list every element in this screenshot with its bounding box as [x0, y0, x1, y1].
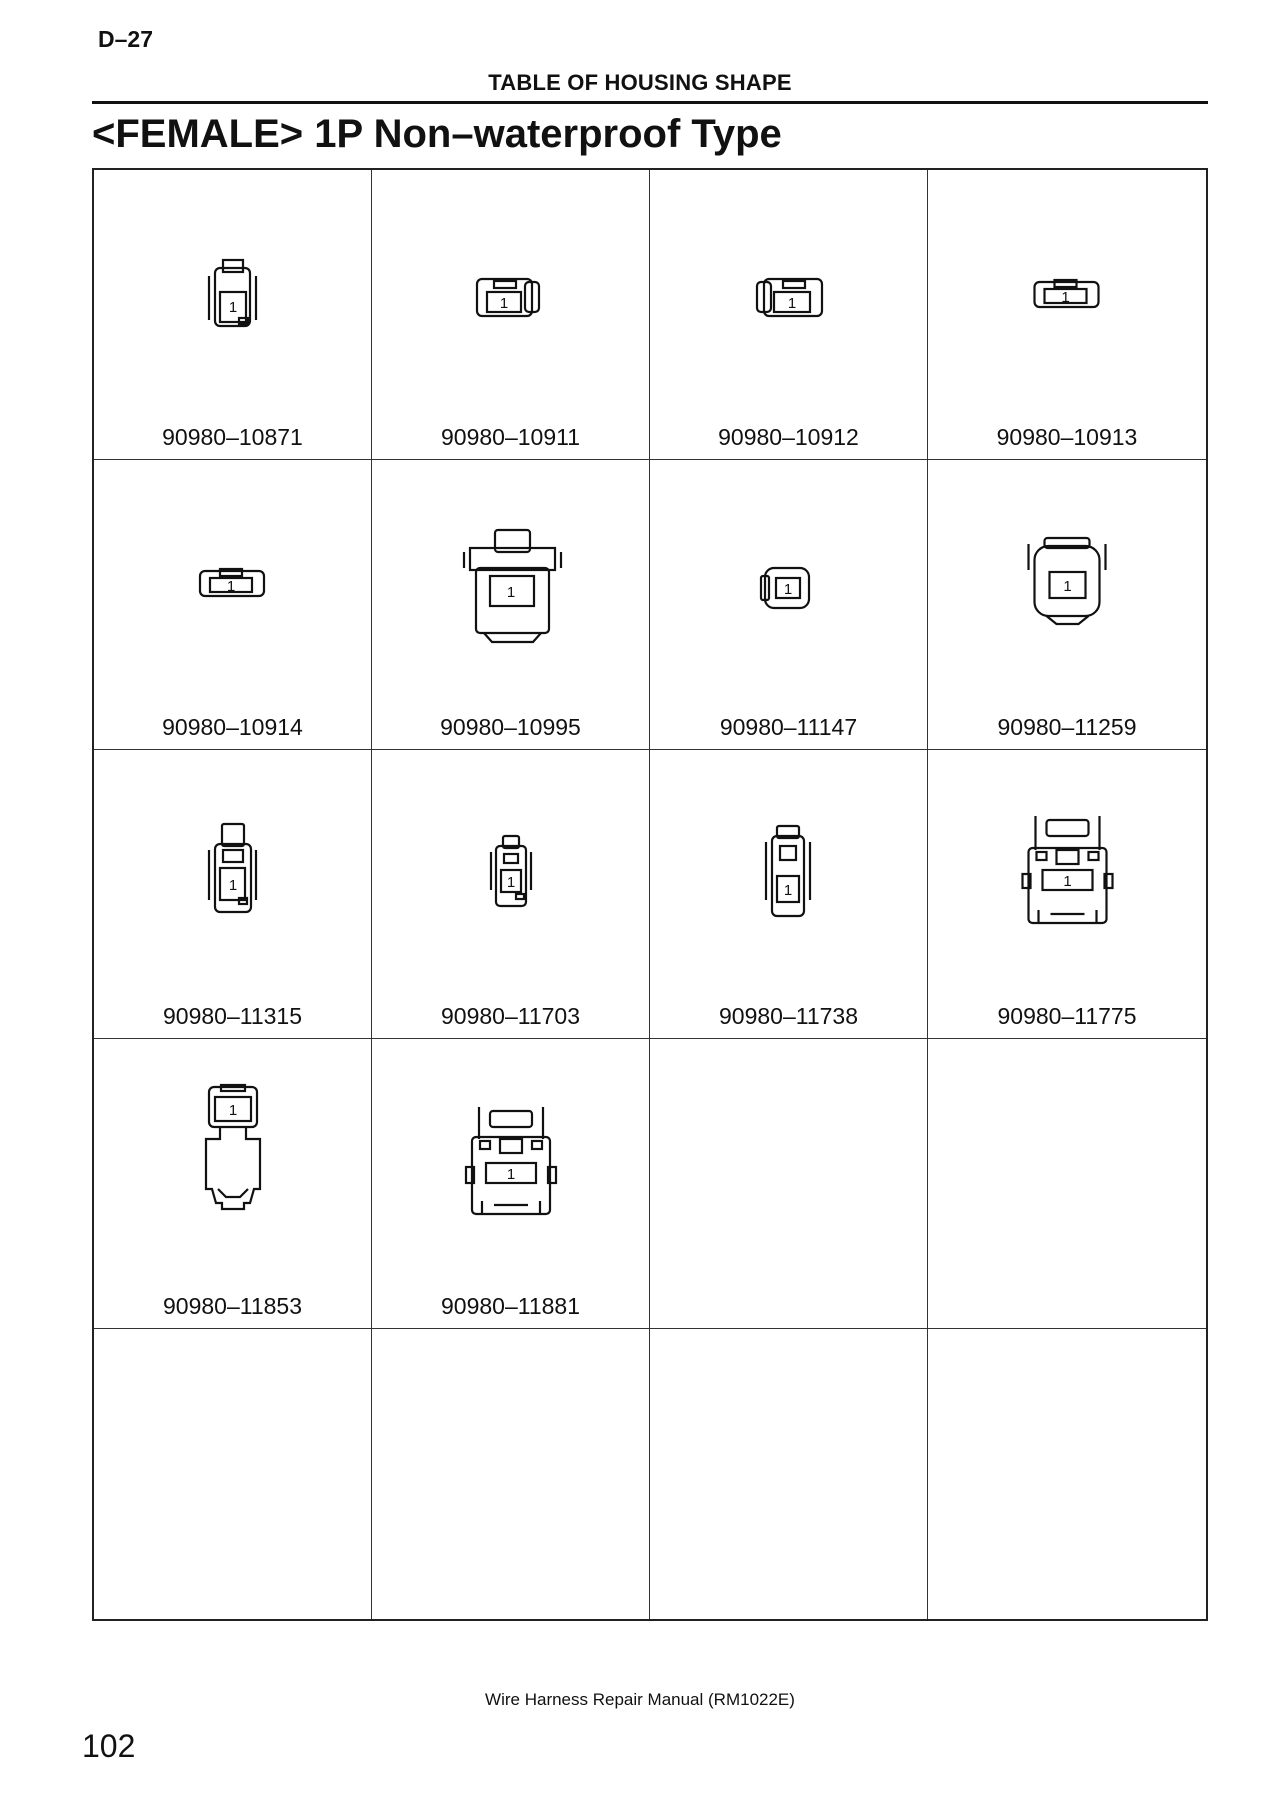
terminal-number: 1 [226, 577, 236, 595]
page-number: 102 [82, 1728, 136, 1764]
empty-cell [928, 1329, 1206, 1619]
terminal-number: 1 [228, 299, 238, 316]
narrow-clip-housing-icon [372, 750, 649, 990]
part-number: 90980–11147 [719, 713, 858, 740]
connector-cell [928, 750, 1206, 1040]
section-title: TABLE OF HOUSING SHAPE [488, 70, 792, 95]
part-number: 90980–10912 [718, 423, 859, 450]
terminal-number: 1 [506, 1166, 516, 1184]
flat-slim-housing-icon [94, 460, 371, 700]
large-latch-housing-icon [928, 750, 1206, 990]
part-number: 90980–10913 [996, 423, 1138, 450]
header-rule [92, 101, 1208, 104]
empty-cell [650, 1329, 928, 1619]
terminal-number: 1 [1061, 289, 1070, 306]
terminal-number: 1 [228, 1102, 238, 1120]
connector-cell [650, 750, 928, 1040]
connector-cell [94, 1039, 372, 1329]
terminal-number: 1 [506, 583, 516, 601]
terminal-number: 1 [499, 295, 509, 312]
connector-cell [650, 460, 928, 750]
connector-cell [928, 460, 1206, 750]
part-number: 90980–11703 [441, 1003, 580, 1030]
part-number: 90980–10995 [440, 713, 581, 740]
footer-manual-title: Wire Harness Repair Manual (RM1022E) [485, 1690, 795, 1709]
connector-cell [928, 170, 1206, 460]
part-number: 90980–11853 [163, 1293, 302, 1320]
flat-slim-housing-icon [928, 170, 1206, 410]
part-number: 90980–11775 [997, 1003, 1137, 1030]
large-latch-housing-icon [372, 1039, 649, 1279]
page-heading: <FEMALE> 1P Non–waterproof Type [92, 112, 782, 156]
connector-cell [94, 460, 372, 750]
connector-cell [372, 460, 650, 750]
part-number: 90980–11881 [441, 1293, 580, 1320]
rounded-clip-housing-icon [928, 460, 1206, 700]
part-number: 90980–10871 [162, 423, 303, 450]
part-number: 90980–10914 [162, 713, 303, 740]
narrow-tall-housing-icon [650, 750, 927, 990]
connector-cell [94, 170, 372, 460]
terminal-number: 1 [783, 580, 793, 598]
connector-cell [372, 750, 650, 1040]
housing-shape-table [92, 168, 1208, 1621]
part-number: 90980–11315 [163, 1003, 302, 1030]
empty-cell [928, 1039, 1206, 1329]
terminal-number: 1 [783, 881, 793, 899]
empty-cell [94, 1329, 372, 1619]
flat-wide-housing-icon [650, 170, 927, 410]
part-number: 90980–10911 [441, 423, 580, 450]
empty-cell [650, 1039, 928, 1329]
large-lever-housing-icon [372, 460, 649, 700]
empty-cell [372, 1329, 650, 1619]
section-code: D–27 [98, 26, 153, 52]
tall-clip-housing-icon [94, 170, 371, 410]
part-number: 90980–11738 [719, 1003, 858, 1030]
part-number: 90980–11259 [997, 713, 1137, 740]
terminal-number: 1 [787, 295, 797, 312]
terminal-number: 1 [228, 876, 238, 894]
connector-cell [650, 170, 928, 460]
terminal-number: 1 [1063, 872, 1072, 890]
terminal-number: 1 [1063, 577, 1072, 595]
small-square-housing-icon [650, 460, 927, 700]
flat-wide-housing-icon [372, 170, 649, 410]
terminal-number: 1 [506, 873, 516, 891]
connector-cell [372, 1039, 650, 1329]
tall-clip-housing-icon [94, 750, 371, 990]
connector-cell [372, 170, 650, 460]
connector-cell [94, 750, 372, 1040]
long-tail-housing-icon [94, 1039, 371, 1279]
